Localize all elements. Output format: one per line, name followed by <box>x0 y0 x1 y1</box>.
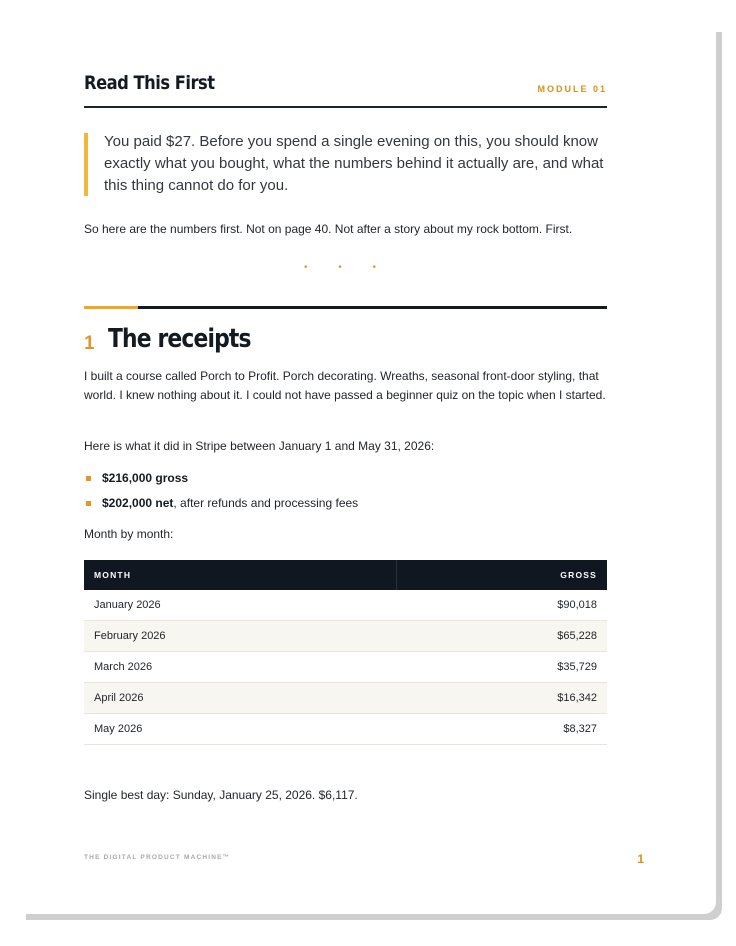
gross-cell: $65,228 <box>397 621 608 652</box>
bullet-square-icon <box>86 476 91 481</box>
list-item <box>84 466 607 491</box>
list-item <box>84 491 607 516</box>
revenue-table <box>84 560 607 745</box>
table-row <box>84 590 607 621</box>
table-row <box>84 621 607 652</box>
table-row <box>84 683 607 714</box>
gross-cell: $8,327 <box>397 714 608 745</box>
stat-rest: , after refunds and processing fees <box>173 496 359 510</box>
section-title: The receipts <box>108 324 251 354</box>
module-title: Read This First <box>84 72 215 94</box>
column-header-month: MONTH <box>84 560 397 590</box>
module-label: MODULE 01 <box>537 84 607 94</box>
stat-bold: $216,000 gross <box>102 471 189 485</box>
stat-bold: $202,000 net <box>102 496 174 510</box>
best-day-line: Single best day: Sunday, January 25, 2026. $6,117. <box>84 788 358 802</box>
section-paragraph-3: Month by month: <box>84 527 174 541</box>
gross-cell: $90,018 <box>397 590 608 621</box>
table-row <box>84 652 607 683</box>
month-cell: May 2026 <box>84 714 397 745</box>
callout-text: You paid $27. Before you spend a single evening on this, you should know exactly what you bought, what the numbers behind it actually are, and what this thing cannot do for you. <box>104 133 604 194</box>
bullet-square-icon <box>86 501 91 506</box>
best-day-block <box>84 786 607 805</box>
stats-list <box>84 466 607 516</box>
section-stripe-line <box>84 437 607 456</box>
section-number: 1 <box>84 333 95 354</box>
month-cell: February 2026 <box>84 621 397 652</box>
table-header-row <box>84 560 607 590</box>
intro-line: So here are the numbers first. Not on page 40. Not after a story about my rock bottom. First. <box>84 222 573 236</box>
month-cell: January 2026 <box>84 590 397 621</box>
section-rule-accent <box>84 306 138 309</box>
section-rule <box>84 306 607 309</box>
page-number: 1 <box>637 852 644 866</box>
section-divider-dots: • • • <box>303 262 391 273</box>
month-cell: April 2026 <box>84 683 397 714</box>
intro-block <box>84 220 607 239</box>
callout-quote <box>84 133 611 196</box>
month-cell: March 2026 <box>84 652 397 683</box>
month-intro <box>84 525 607 544</box>
section-paragraph-2: Here is what it did in Stripe between January 1 and May 31, 2026: <box>84 439 435 453</box>
gross-cell: $16,342 <box>397 683 608 714</box>
gross-cell: $35,729 <box>397 652 608 683</box>
column-header-gross: GROSS <box>397 560 608 590</box>
footer-brand: THE DIGITAL PRODUCT MACHINE™ <box>84 854 231 861</box>
module-header <box>84 72 607 108</box>
section-paragraph-1: I built a course called Porch to Profit. Porch decorating. Wreaths, seasonal front-door styling, that world. I knew nothing about it. I could not have passed a beginner quiz on the topic when I started. <box>84 369 606 402</box>
table-row <box>84 714 607 745</box>
section-intro <box>84 367 607 405</box>
